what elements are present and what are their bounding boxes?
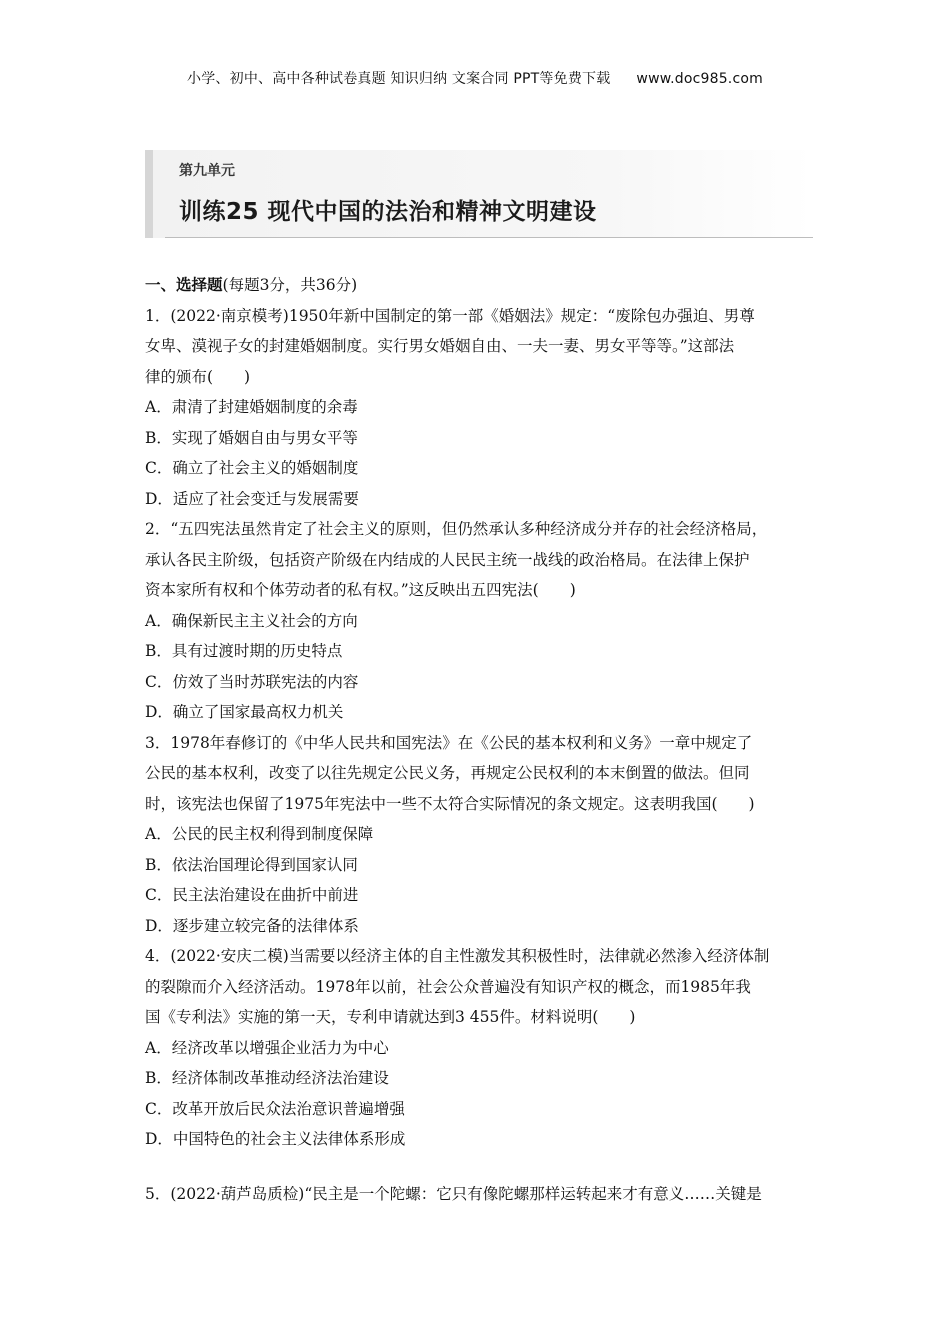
- section-label: 一、选择题: [145, 275, 223, 294]
- site-url[interactable]: www.doc985.com: [636, 71, 763, 87]
- question-line: 承认各民主阶级，包括资产阶级在内结成的人民民主统一战线的政治格局。在法律上保护: [145, 550, 750, 569]
- option-d: D．适应了社会变迁与发展需要: [145, 489, 359, 508]
- option-a: A．肃清了封建婚姻制度的余毒: [145, 398, 358, 416]
- question-5: [145, 1179, 810, 1210]
- spacer: [145, 1155, 810, 1179]
- option-b: B．具有过渡时期的历史特点: [145, 642, 343, 660]
- option-c: C．民主法治建设在曲折中前进: [145, 886, 359, 904]
- question-line: 2．“五四宪法虽然肯定了社会主义的原则，但仍然承认多种经济成分并存的社会经济格局，: [145, 520, 768, 538]
- option-d: D．中国特色的社会主义法律体系形成: [145, 1130, 406, 1148]
- option-a: A．确保新民主主义社会的方向: [145, 611, 358, 630]
- site-header-text: 小学、初中、高中各种试卷真题 知识归纳 文案合同 PPT等免费下载: [187, 71, 611, 87]
- question-line: 律的颁布( ): [145, 367, 251, 386]
- question-line: 的裂隙而介入经济活动。1978年以前，社会公众普遍没有知识产权的概念，而1985年我: [145, 977, 751, 996]
- option-a: A．经济改革以增强企业活力为中心: [145, 1038, 389, 1057]
- unit-label: 第九单元: [179, 163, 235, 179]
- question-line: 3．1978年春修订的《中华人民共和国宪法》在《公民的基本权利和义务》一章中规定了: [145, 733, 753, 752]
- section-note: (每题3分，共36分): [222, 276, 358, 294]
- question-line: 4．(2022·安庆二模)当需要以经济主体的自主性激发其积极性时，法律就必然渗入经济体制: [145, 947, 770, 965]
- unit-banner: [145, 150, 813, 238]
- question-line: 5．(2022·葫芦岛质检)“民主是一个陀螺：它只有像陀螺那样运转起来才有意义……关键是: [145, 1184, 762, 1203]
- question-content: [145, 270, 810, 1209]
- option-a: A．公民的民主权利得到制度保障: [145, 825, 374, 843]
- option-d: D．确立了国家最高权力机关: [145, 703, 344, 721]
- question-2: [145, 514, 810, 728]
- section-heading: [145, 270, 810, 301]
- option-b: B．依法治国理论得到国家认同: [145, 855, 358, 874]
- option-b: B．实现了婚姻自由与男女平等: [145, 428, 358, 447]
- question-4: [145, 941, 810, 1155]
- question-line: 时，该宪法也保留了1975年宪法中一些不太符合实际情况的条文规定。这表明我国( ): [145, 794, 755, 813]
- question-line: 女卑、漠视子女的封建婚姻制度。实行男女婚姻自由、一夫一妻、男女平等等。”这部法: [145, 337, 735, 355]
- question-1: [145, 301, 810, 515]
- question-line: 资本家所有权和个体劳动者的私有权。”这反映出五四宪法( ): [145, 581, 576, 599]
- option-b: B．经济体制改革推动经济法治建设: [145, 1069, 389, 1087]
- question-line: 国《专利法》实施的第一天，专利申请就达到3 455件。材料说明( ): [145, 1008, 636, 1026]
- question-line: 公民的基本权利，改变了以往先规定公民义务，再规定公民权利的本末倒置的做法。但同: [145, 764, 750, 782]
- site-header: [0, 68, 950, 88]
- option-c: C．仿效了当时苏联宪法的内容: [145, 672, 359, 691]
- option-c: C．确立了社会主义的婚姻制度: [145, 459, 359, 477]
- page-title: 训练25 现代中国的法治和精神文明建设: [179, 199, 597, 225]
- option-c: C．改革开放后民众法治意识普遍增强: [145, 1099, 405, 1118]
- question-3: [145, 728, 810, 942]
- option-d: D．逐步建立较完备的法律体系: [145, 916, 359, 935]
- question-line: 1．(2022·南京模考)1950年新中国制定的第一部《婚姻法》规定：“废除包办强迫、男尊: [145, 306, 755, 325]
